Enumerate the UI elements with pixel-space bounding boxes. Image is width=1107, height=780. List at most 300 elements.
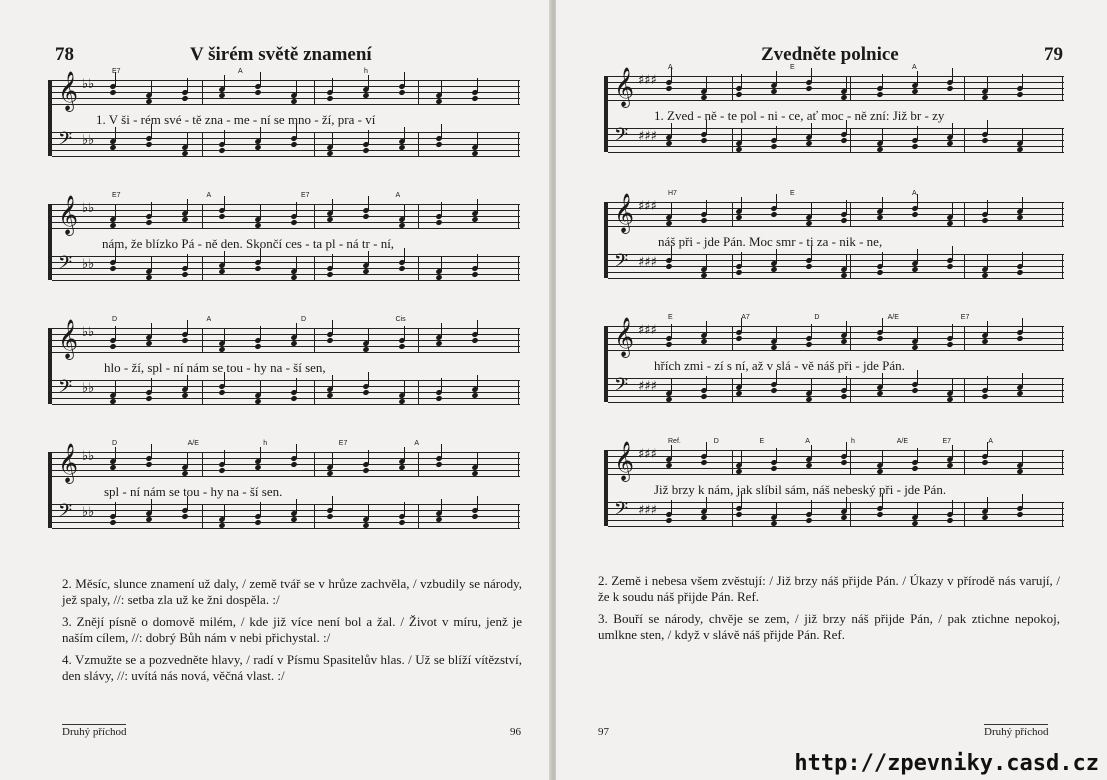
- chord-symbol: A7: [741, 314, 750, 321]
- note-stem: [296, 444, 297, 458]
- music-system-right-3: [608, 314, 1064, 410]
- note-stem: [441, 124, 442, 138]
- treble-clef-icon: 𝄞: [614, 67, 635, 107]
- note-stem: [952, 445, 953, 459]
- note-head: [876, 335, 883, 342]
- note-stem: [952, 123, 953, 137]
- note-head: [435, 219, 442, 226]
- lyric-line: hřích zmi - zí s ní, až v slá - vě náš při - jde Pán.: [654, 358, 905, 373]
- note-head: [806, 85, 813, 92]
- note-head: [911, 465, 918, 472]
- bass-clef-icon: 𝄢: [614, 375, 629, 400]
- note-head: [946, 517, 953, 524]
- note-head: [109, 89, 116, 96]
- note-stem: [115, 502, 116, 516]
- note-stem: [741, 197, 742, 211]
- note-head: [182, 95, 189, 102]
- note-stem: [987, 321, 988, 335]
- bass-staff: [52, 377, 520, 408]
- music-system-left-1: [52, 68, 520, 164]
- chord-symbol: A: [912, 190, 917, 197]
- key-signature-icon: ♯♯♯: [638, 379, 657, 394]
- note-head: [665, 263, 672, 270]
- system-brace: [48, 204, 52, 280]
- note-stem: [882, 74, 883, 88]
- note-head: [471, 95, 478, 102]
- note-stem: [332, 320, 333, 334]
- note-head: [290, 461, 297, 468]
- note-stem: [706, 321, 707, 335]
- note-head: [841, 459, 848, 466]
- note-head: [876, 269, 883, 276]
- key-signature-icon: ♭♭: [82, 505, 95, 520]
- note-stem: [952, 68, 953, 82]
- note-stem: [987, 200, 988, 214]
- note-stem: [404, 502, 405, 516]
- note-head: [735, 91, 742, 98]
- note-stem: [441, 202, 442, 216]
- note-stem: [477, 320, 478, 334]
- watermark-url: http://zpevniky.casd.cz: [794, 751, 1099, 776]
- note-head: [806, 263, 813, 270]
- chord-symbol: D: [814, 314, 820, 321]
- note-stem: [115, 205, 116, 219]
- chord-symbol: E7: [960, 314, 970, 321]
- note-head: [109, 519, 116, 526]
- note-stem: [368, 251, 369, 265]
- verse-3-right: 3. Bouří se národy, chvěje se zem, / již brzy náš přijde Pán, / pak ztichne nepokoj, umlkne sten, / když v slávě náš přijde Pán. Ref.: [598, 611, 1060, 642]
- note-stem: [260, 127, 261, 141]
- note-head: [254, 265, 261, 272]
- note-stem: [151, 323, 152, 337]
- note-stem: [404, 205, 405, 219]
- note-stem: [917, 370, 918, 384]
- note-stem: [706, 376, 707, 390]
- key-signature-icon: ♭♭: [82, 133, 95, 148]
- note-stem: [187, 320, 188, 334]
- chord-symbol: D: [713, 438, 719, 445]
- note-head: [471, 271, 478, 278]
- chord-symbol: E7: [112, 192, 121, 199]
- note-stem: [671, 203, 672, 217]
- note-stem: [187, 254, 188, 268]
- note-head: [841, 393, 848, 400]
- bass-staff: [52, 253, 520, 284]
- note-stem: [846, 497, 847, 511]
- note-stem: [296, 202, 297, 216]
- note-stem: [224, 450, 225, 464]
- key-signature-icon: ♯♯♯: [638, 199, 657, 214]
- note-head: [363, 467, 370, 474]
- note-stem: [332, 496, 333, 510]
- chord-symbol: A/E: [887, 314, 899, 321]
- note-stem: [441, 499, 442, 513]
- note-stem: [846, 77, 847, 91]
- note-stem: [987, 497, 988, 511]
- note-head: [911, 143, 918, 150]
- note-stem: [115, 381, 116, 395]
- note-stem: [332, 375, 333, 389]
- note-stem: [404, 447, 405, 461]
- lyric-line: hlo - ží, spl - ní nám se tou - hy na - ší sen,: [104, 360, 326, 375]
- bass-clef-icon: 𝄢: [58, 129, 73, 154]
- system-brace: [604, 326, 608, 402]
- treble-clef-icon: 𝄞: [58, 319, 79, 359]
- chord-symbol: Ref.: [668, 438, 681, 445]
- note-stem: [187, 78, 188, 92]
- chord-symbol: A: [805, 438, 810, 445]
- note-head: [399, 265, 406, 272]
- note-stem: [296, 81, 297, 95]
- lyric-line: spl - ní nám se tou - hy na - ší sen.: [104, 484, 283, 499]
- note-stem: [987, 77, 988, 91]
- note-stem: [671, 500, 672, 514]
- note-head: [145, 395, 152, 402]
- music-system-left-3: [52, 316, 520, 412]
- note-stem: [776, 71, 777, 85]
- music-system-right-4: [608, 438, 1064, 534]
- key-signature-icon: ♭♭: [82, 381, 95, 396]
- chord-symbol: A: [414, 440, 420, 447]
- note-head: [182, 337, 189, 344]
- note-stem: [917, 503, 918, 517]
- note-stem: [477, 78, 478, 92]
- note-stem: [296, 499, 297, 513]
- note-stem: [332, 199, 333, 213]
- note-stem: [441, 81, 442, 95]
- note-stem: [477, 133, 478, 147]
- note-stem: [811, 123, 812, 137]
- note-head: [435, 461, 442, 468]
- note-stem: [776, 126, 777, 140]
- note-stem: [671, 324, 672, 338]
- treble-clef-icon: 𝄞: [614, 193, 635, 233]
- note-stem: [224, 75, 225, 89]
- note-stem: [811, 68, 812, 82]
- key-signature-icon: ♯♯♯: [638, 73, 657, 88]
- note-head: [735, 511, 742, 518]
- note-stem: [151, 499, 152, 513]
- note-head: [399, 519, 406, 526]
- note-head: [182, 271, 189, 278]
- note-stem: [187, 453, 188, 467]
- note-head: [326, 337, 333, 344]
- note-stem: [187, 199, 188, 213]
- note-stem: [1022, 318, 1023, 332]
- note-stem: [776, 194, 777, 208]
- chord-symbol: E7: [942, 438, 952, 445]
- note-head: [806, 341, 813, 348]
- chord-symbol: E7: [112, 68, 121, 75]
- note-stem: [706, 255, 707, 269]
- chord-symbol: A/E: [187, 440, 199, 447]
- note-stem: [224, 251, 225, 265]
- note-head: [326, 95, 333, 102]
- note-stem: [151, 81, 152, 95]
- note-head: [981, 393, 988, 400]
- note-head: [771, 211, 778, 218]
- note-stem: [187, 133, 188, 147]
- note-head: [145, 461, 152, 468]
- note-stem: [741, 252, 742, 266]
- note-stem: [917, 327, 918, 341]
- bass-clef-icon: 𝄢: [614, 499, 629, 524]
- footer-page-left: 96: [510, 726, 521, 738]
- note-head: [399, 89, 406, 96]
- chord-symbol: A/E: [896, 438, 909, 445]
- note-head: [946, 263, 953, 270]
- note-stem: [706, 442, 707, 456]
- note-head: [1016, 91, 1023, 98]
- note-stem: [706, 200, 707, 214]
- bass-clef-icon: 𝄢: [614, 251, 629, 276]
- note-head: [145, 141, 152, 148]
- chord-symbol: A: [668, 64, 673, 71]
- note-stem: [151, 257, 152, 271]
- bass-clef-icon: 𝄢: [614, 125, 629, 150]
- verse-2-right: 2. Země i nebesa všem zvěstují: / Již brzy náš přijde Pán. / Úkazy v přírodě nás varují, / že k soudu náš přijde Pán. Ref.: [598, 573, 1060, 604]
- note-stem: [441, 444, 442, 458]
- chord-symbol: A: [206, 192, 212, 199]
- note-head: [254, 89, 261, 96]
- system-brace: [48, 80, 52, 156]
- note-head: [771, 143, 778, 150]
- chord-symbol: E: [790, 64, 795, 71]
- note-stem: [952, 500, 953, 514]
- note-stem: [477, 453, 478, 467]
- footer-section-right: Druhý příchod: [984, 726, 1049, 738]
- note-stem: [404, 127, 405, 141]
- note-stem: [741, 74, 742, 88]
- note-head: [471, 337, 478, 344]
- verses-right: [598, 573, 1060, 649]
- note-stem: [296, 323, 297, 337]
- note-stem: [811, 445, 812, 459]
- bass-staff: [608, 499, 1064, 530]
- note-head: [771, 387, 778, 394]
- note-head: [218, 147, 225, 154]
- note-stem: [706, 497, 707, 511]
- note-stem: [917, 126, 918, 140]
- chord-symbol: E: [759, 438, 765, 445]
- note-stem: [671, 123, 672, 137]
- note-stem: [846, 376, 847, 390]
- chord-symbol: D: [112, 440, 118, 447]
- key-signature-icon: ♯♯♯: [638, 503, 657, 518]
- key-signature-icon: ♯♯♯: [638, 323, 657, 338]
- note-head: [182, 513, 189, 520]
- note-stem: [368, 505, 369, 519]
- note-stem: [1022, 129, 1023, 143]
- key-signature-icon: ♭♭: [82, 77, 95, 92]
- note-stem: [368, 130, 369, 144]
- note-head: [145, 219, 152, 226]
- note-stem: [1022, 252, 1023, 266]
- note-stem: [368, 329, 369, 343]
- lyric-line: Již brzy k nám, jak slíbil sám, náš nebeský při - jde Pán.: [654, 482, 947, 497]
- note-stem: [332, 133, 333, 147]
- key-signature-icon: ♭♭: [82, 201, 95, 216]
- right-page: [556, 0, 1107, 780]
- music-system-right-1: [608, 64, 1064, 160]
- song-title-left: V širém světě znamení: [190, 44, 372, 65]
- music-system-left-4: [52, 440, 520, 536]
- note-stem: [441, 378, 442, 392]
- note-stem: [671, 379, 672, 393]
- note-head: [218, 213, 225, 220]
- note-stem: [741, 373, 742, 387]
- note-stem: [224, 196, 225, 210]
- note-head: [326, 513, 333, 520]
- note-stem: [260, 502, 261, 516]
- note-stem: [115, 127, 116, 141]
- note-head: [665, 341, 672, 348]
- note-head: [665, 85, 672, 92]
- note-head: [254, 343, 261, 350]
- bass-clef-icon: 𝄢: [58, 501, 73, 526]
- footer-page-right: 97: [598, 726, 609, 738]
- note-head: [290, 219, 297, 226]
- bass-staff: [608, 125, 1064, 156]
- system-brace: [604, 450, 608, 526]
- note-stem: [1022, 373, 1023, 387]
- chord-symbol: A: [238, 68, 243, 75]
- note-stem: [987, 120, 988, 134]
- note-stem: [882, 451, 883, 465]
- note-stem: [477, 375, 478, 389]
- note-stem: [882, 318, 883, 332]
- verse-3-left: 3. Znějí písně o domově milém, / kde již více není bol a žal. / Život v míru, jenž je naším cílem, //: dobrý Bůh nám v nebi přichystal. :/: [62, 614, 522, 645]
- note-head: [290, 395, 297, 402]
- note-stem: [404, 248, 405, 262]
- note-stem: [952, 324, 953, 338]
- verse-4-left: 4. Vzmužte se a pozvedněte hlavy, / radí v Písmu Spasitelův hlas. / Už se blíží vítězství, den slávy, //: uvítá nás nová, věčná vlast. :/: [62, 652, 522, 683]
- note-stem: [811, 500, 812, 514]
- note-head: [435, 141, 442, 148]
- key-signature-icon: ♯♯♯: [638, 255, 657, 270]
- note-stem: [846, 200, 847, 214]
- note-head: [700, 137, 707, 144]
- note-stem: [332, 78, 333, 92]
- note-stem: [404, 381, 405, 395]
- bass-staff: [52, 129, 520, 160]
- system-brace: [48, 452, 52, 528]
- note-head: [1016, 511, 1023, 518]
- page-number-right: 79: [1044, 44, 1063, 65]
- bass-staff: [608, 375, 1064, 406]
- note-head: [254, 519, 261, 526]
- chord-symbol: h: [364, 68, 368, 75]
- note-stem: [846, 442, 847, 456]
- key-signature-icon: ♭♭: [82, 325, 95, 340]
- note-stem: [151, 378, 152, 392]
- note-head: [218, 389, 225, 396]
- note-stem: [952, 246, 953, 260]
- note-stem: [811, 324, 812, 338]
- note-head: [471, 513, 478, 520]
- note-stem: [441, 257, 442, 271]
- chord-symbol: A: [912, 64, 917, 71]
- verse-2-left: 2. Měsíc, slunce znamení už daly, / země tvář se v hrůze zachvěla, / vzbudily se národy, jež spaly, //: setba zla už ke žni dospěla. :/: [62, 576, 522, 607]
- note-stem: [671, 445, 672, 459]
- note-stem: [917, 249, 918, 263]
- chord-symbol: A: [988, 438, 993, 445]
- note-stem: [441, 323, 442, 337]
- treble-staff: [608, 67, 1064, 107]
- chord-symbol: D: [112, 316, 118, 323]
- note-stem: [151, 444, 152, 458]
- note-head: [946, 85, 953, 92]
- note-head: [326, 271, 333, 278]
- page-number-left: 78: [55, 44, 74, 65]
- note-stem: [776, 503, 777, 517]
- note-stem: [1022, 197, 1023, 211]
- verses-left: [62, 576, 522, 690]
- note-head: [911, 211, 918, 218]
- chord-symbol: E: [790, 190, 795, 197]
- note-stem: [224, 329, 225, 343]
- note-head: [665, 517, 672, 524]
- note-stem: [151, 202, 152, 216]
- lyric-line: náš při - jde Pán. Moc smr - ti za - nik - ne,: [658, 234, 883, 249]
- treble-clef-icon: 𝄞: [614, 441, 635, 481]
- treble-clef-icon: 𝄞: [58, 195, 79, 235]
- note-stem: [882, 373, 883, 387]
- note-stem: [776, 327, 777, 341]
- note-stem: [368, 372, 369, 386]
- note-stem: [706, 77, 707, 91]
- note-head: [109, 265, 116, 272]
- note-head: [981, 137, 988, 144]
- music-system-right-2: [608, 190, 1064, 286]
- song-title-right: Zvedněte polnice: [761, 44, 899, 65]
- system-brace: [604, 202, 608, 278]
- note-stem: [187, 375, 188, 389]
- music-system-left-2: [52, 192, 520, 288]
- bass-staff: [52, 501, 520, 532]
- note-stem: [1022, 451, 1023, 465]
- note-stem: [917, 71, 918, 85]
- note-stem: [404, 72, 405, 86]
- note-stem: [260, 205, 261, 219]
- note-stem: [1022, 494, 1023, 508]
- chord-symbol: E: [668, 314, 673, 321]
- lyric-line: 1. Zved - ně - te pol - ni - ce, ať moc - ně zní: Již br - zy: [654, 108, 945, 123]
- note-stem: [260, 72, 261, 86]
- note-head: [700, 459, 707, 466]
- note-stem: [368, 75, 369, 89]
- note-stem: [882, 129, 883, 143]
- note-stem: [882, 197, 883, 211]
- note-stem: [260, 381, 261, 395]
- note-stem: [477, 254, 478, 268]
- note-head: [363, 147, 370, 154]
- system-brace: [604, 76, 608, 152]
- bass-clef-icon: 𝄢: [58, 253, 73, 278]
- note-stem: [404, 326, 405, 340]
- chord-symbol: H7: [668, 190, 677, 197]
- note-stem: [332, 453, 333, 467]
- bass-staff: [608, 251, 1064, 282]
- chord-symbol: A: [206, 316, 212, 323]
- note-stem: [296, 257, 297, 271]
- note-stem: [332, 254, 333, 268]
- note-stem: [477, 199, 478, 213]
- note-head: [1016, 335, 1023, 342]
- note-head: [841, 137, 848, 144]
- note-head: [771, 465, 778, 472]
- chord-symbol: A: [395, 192, 401, 199]
